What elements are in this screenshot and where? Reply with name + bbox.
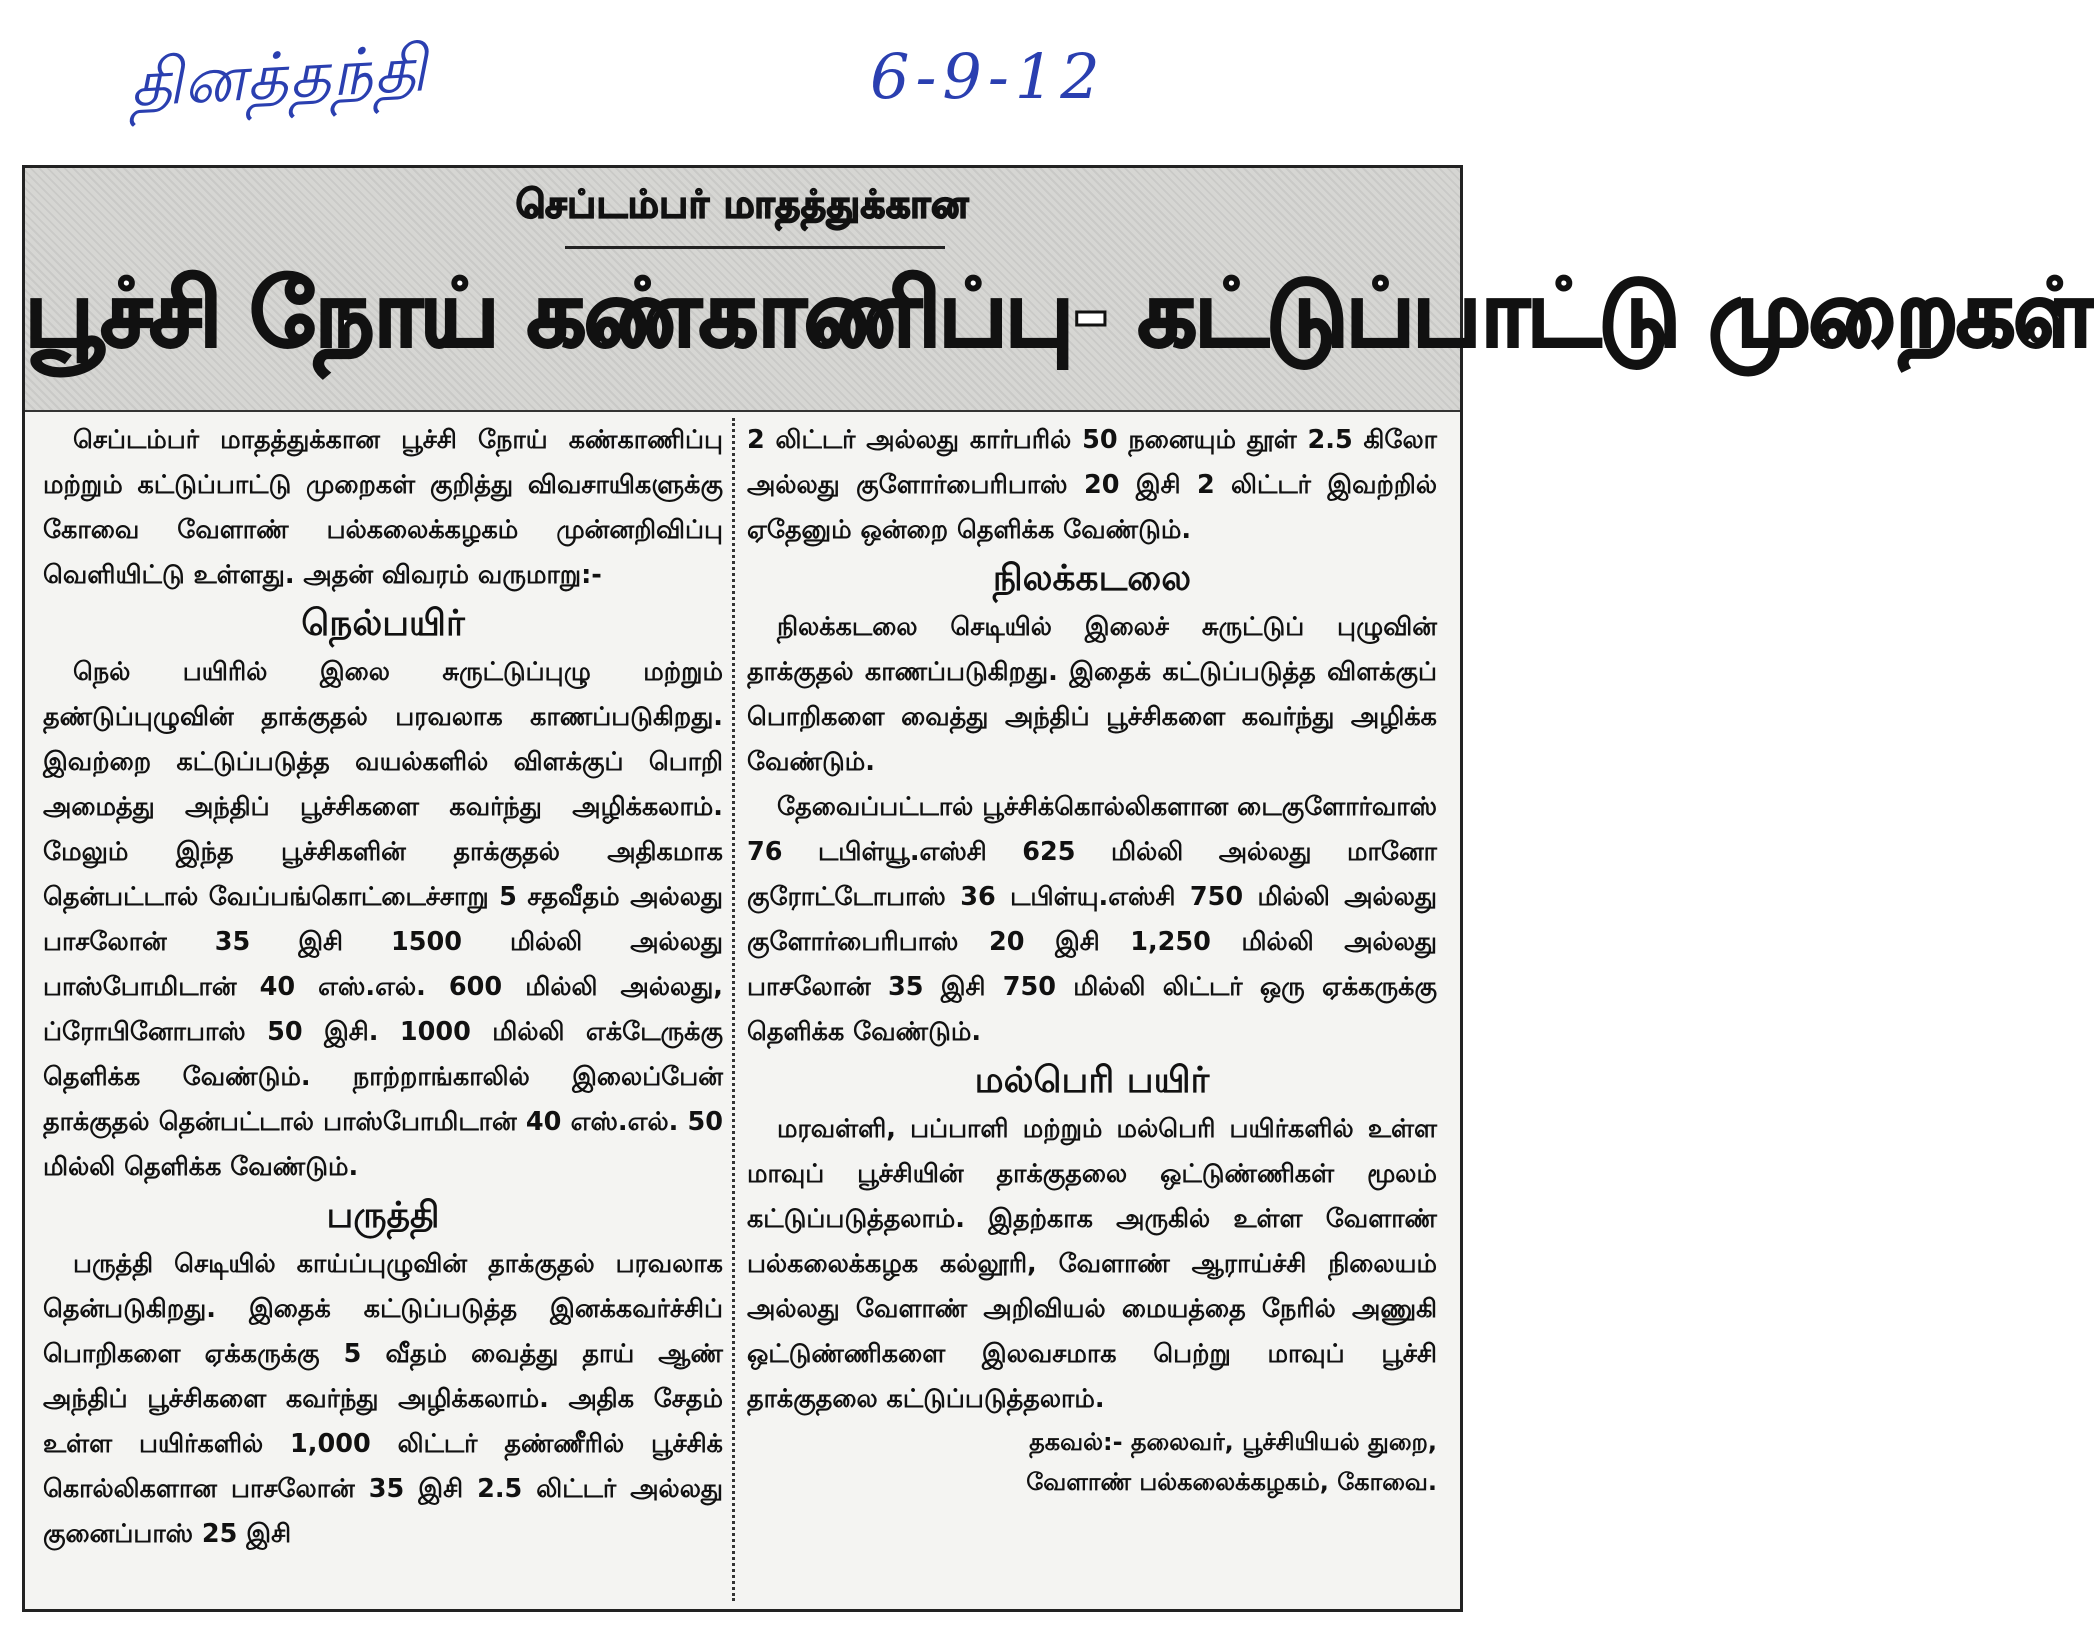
section-heading-cotton: பருத்தி xyxy=(326,1195,440,1236)
byline-source: தகவல்:- தலைவர், பூச்சியியல் துறை, xyxy=(1029,1428,1437,1456)
paddy-paragraph: நெல் பயிரில் இலை சுருட்டுப்புழு மற்றும் தண்டுப்புழுவின் தாக்குதல் பரவலாக காணப்படுகிறது. இவற்றை கட்டுப்படுத்த வயல்களில் விளக்குப் பொறி அமைத்து அந்திப் பூச்சிகளை கவர்ந்து அழிக்கலாம். மேலும் இந்த பூச்சிகளின் தாக்குதல் அதிகமாக தென்பட்டால் வேப்பங்கொட்டைச்சாறு 5 சதவீதம் அல்லது பாசலோன் 35 இசி 1500 மில்லி அல்லது பாஸ்போமிடான் 40 எஸ்.எல். 600 மில்லி அல்லது, ப்ரோபினோபாஸ் 50 இசி. 1000 மில்லி எக்டேருக்கு தெளிக்க வேண்டும். நாற்றாங்காலில் இலைப்பேன் தாக்குதல் தென்பட்டால் பாஸ்போமிடான் 40 எஸ்.எல். 50 மில்லி தெளிக்க வேண்டும். xyxy=(43,657,723,1182)
newspaper-clipping xyxy=(22,165,2094,1612)
intro-paragraph: செப்டம்பர் மாதத்துக்கான பூச்சி நோய் கண்காணிப்பு மற்றும் கட்டுப்பாட்டு முறைகள் குறித்து விவசாயிகளுக்கு கோவை வேளாண் பல்கலைக்கழகம் முன்னறிவிப்பு வெளியிட்டு உள்ளது. அதன் விவரம் வருமாறு:- xyxy=(43,425,723,590)
headline-banner xyxy=(25,168,2094,412)
mulberry-paragraph: மரவள்ளி, பப்பாளி மற்றும் மல்பெரி பயிர்களில் உள்ள மாவுப் பூச்சியின் தாக்குதலை ஒட்டுண்ணிகள் மூலம் கட்டுப்படுத்தலாம். இதற்காக அருகில் உள்ள வேளாண் பல்கலைக்கழக கல்லூரி, வேளாண் ஆராய்ச்சி நிலையம் அல்லது வேளாண் அறிவியல் மையத்தை நேரில் அணுகி ஒட்டுண்ணிகளை இலவசமாக பெற்று மாவுப் பூச்சி தாக்குதலை கட்டுப்படுத்தலாம். xyxy=(747,1114,1437,1414)
handwritten-newspaper-name: தினத்தந்தி xyxy=(128,32,429,122)
headline: பூச்சி நோய் கண்காணிப்பு- கட்டுப்பாட்டு முறைகள் xyxy=(25,260,2094,367)
article-body xyxy=(35,418,1450,1601)
section-heading-mulberry: மல்பெரி பயிர் xyxy=(974,1060,1210,1101)
handwritten-date: 6-9-12 xyxy=(870,40,1106,113)
section-heading-paddy: நெல்பயிர் xyxy=(301,603,465,644)
groundnut-paragraph-1: நிலக்கடலை செடியில் இலைச் சுருட்டுப் புழுவின் தாக்குதல் காணப்படுகிறது. இதைக் கட்டுப்படுத்த விளக்குப் பொறிகளை வைத்து அந்திப் பூச்சிகளை கவர்ந்து அழிக்க வேண்டும். xyxy=(747,612,1437,777)
groundnut-paragraph-2: தேவைப்பட்டால் பூச்சிக்கொல்லிகளான டைகுளோர்வாஸ் 76 டபிள்யூ.எஸ்சி 625 மில்லி அல்லது மானோ குரோட்டோபாஸ் 36 டபிள்யு.எஸ்சி 750 மில்லி அல்லது குளோர்பைரிபாஸ் 20 இசி 1,250 மில்லி அல்லது பாசலோன் 35 இசி 750 மில்லி லிட்டர் ஒரு ஏக்கருக்கு தெளிக்க வேண்டும். xyxy=(747,792,1437,1047)
left-column xyxy=(43,418,723,1601)
right-column xyxy=(747,418,1437,1601)
byline-institution: வேளாண் பல்கலைக்கழகம், கோவை. xyxy=(1026,1468,1437,1496)
section-heading-groundnut: நிலக்கடலை xyxy=(992,558,1192,599)
cotton-paragraph-continued: 2 லிட்டர் அல்லது கார்பரில் 50 நனையும் தூள் 2.5 கிலோ அல்லது குளோர்பைரிபாஸ் 20 இசி 2 லிட்டர் இவற்றில் ஏதேனும் ஒன்றை தெளிக்க வேண்டும். xyxy=(747,425,1437,545)
column-divider xyxy=(732,418,735,1601)
kicker-line: செப்டம்பர் மாதத்துக்கான xyxy=(515,182,970,226)
cotton-paragraph: பருத்தி செடியில் காய்ப்புழுவின் தாக்குதல் பரவலாக தென்படுகிறது. இதைக் கட்டுப்படுத்த இனக்கவர்ச்சிப் பொறிகளை ஏக்கருக்கு 5 வீதம் வைத்து தாய் ஆண் அந்திப் பூச்சிகளை கவர்ந்து அழிக்கலாம். அதிக சேதம் உள்ள பயிர்களில் 1,000 லிட்டர் தண்ணீரில் பூச்சிக் கொல்லிகளான பாசலோன் 35 இசி 2.5 லிட்டர் அல்லது குனைப்பாஸ் 25 இசி xyxy=(43,1249,723,1549)
kicker-rule xyxy=(565,246,945,249)
